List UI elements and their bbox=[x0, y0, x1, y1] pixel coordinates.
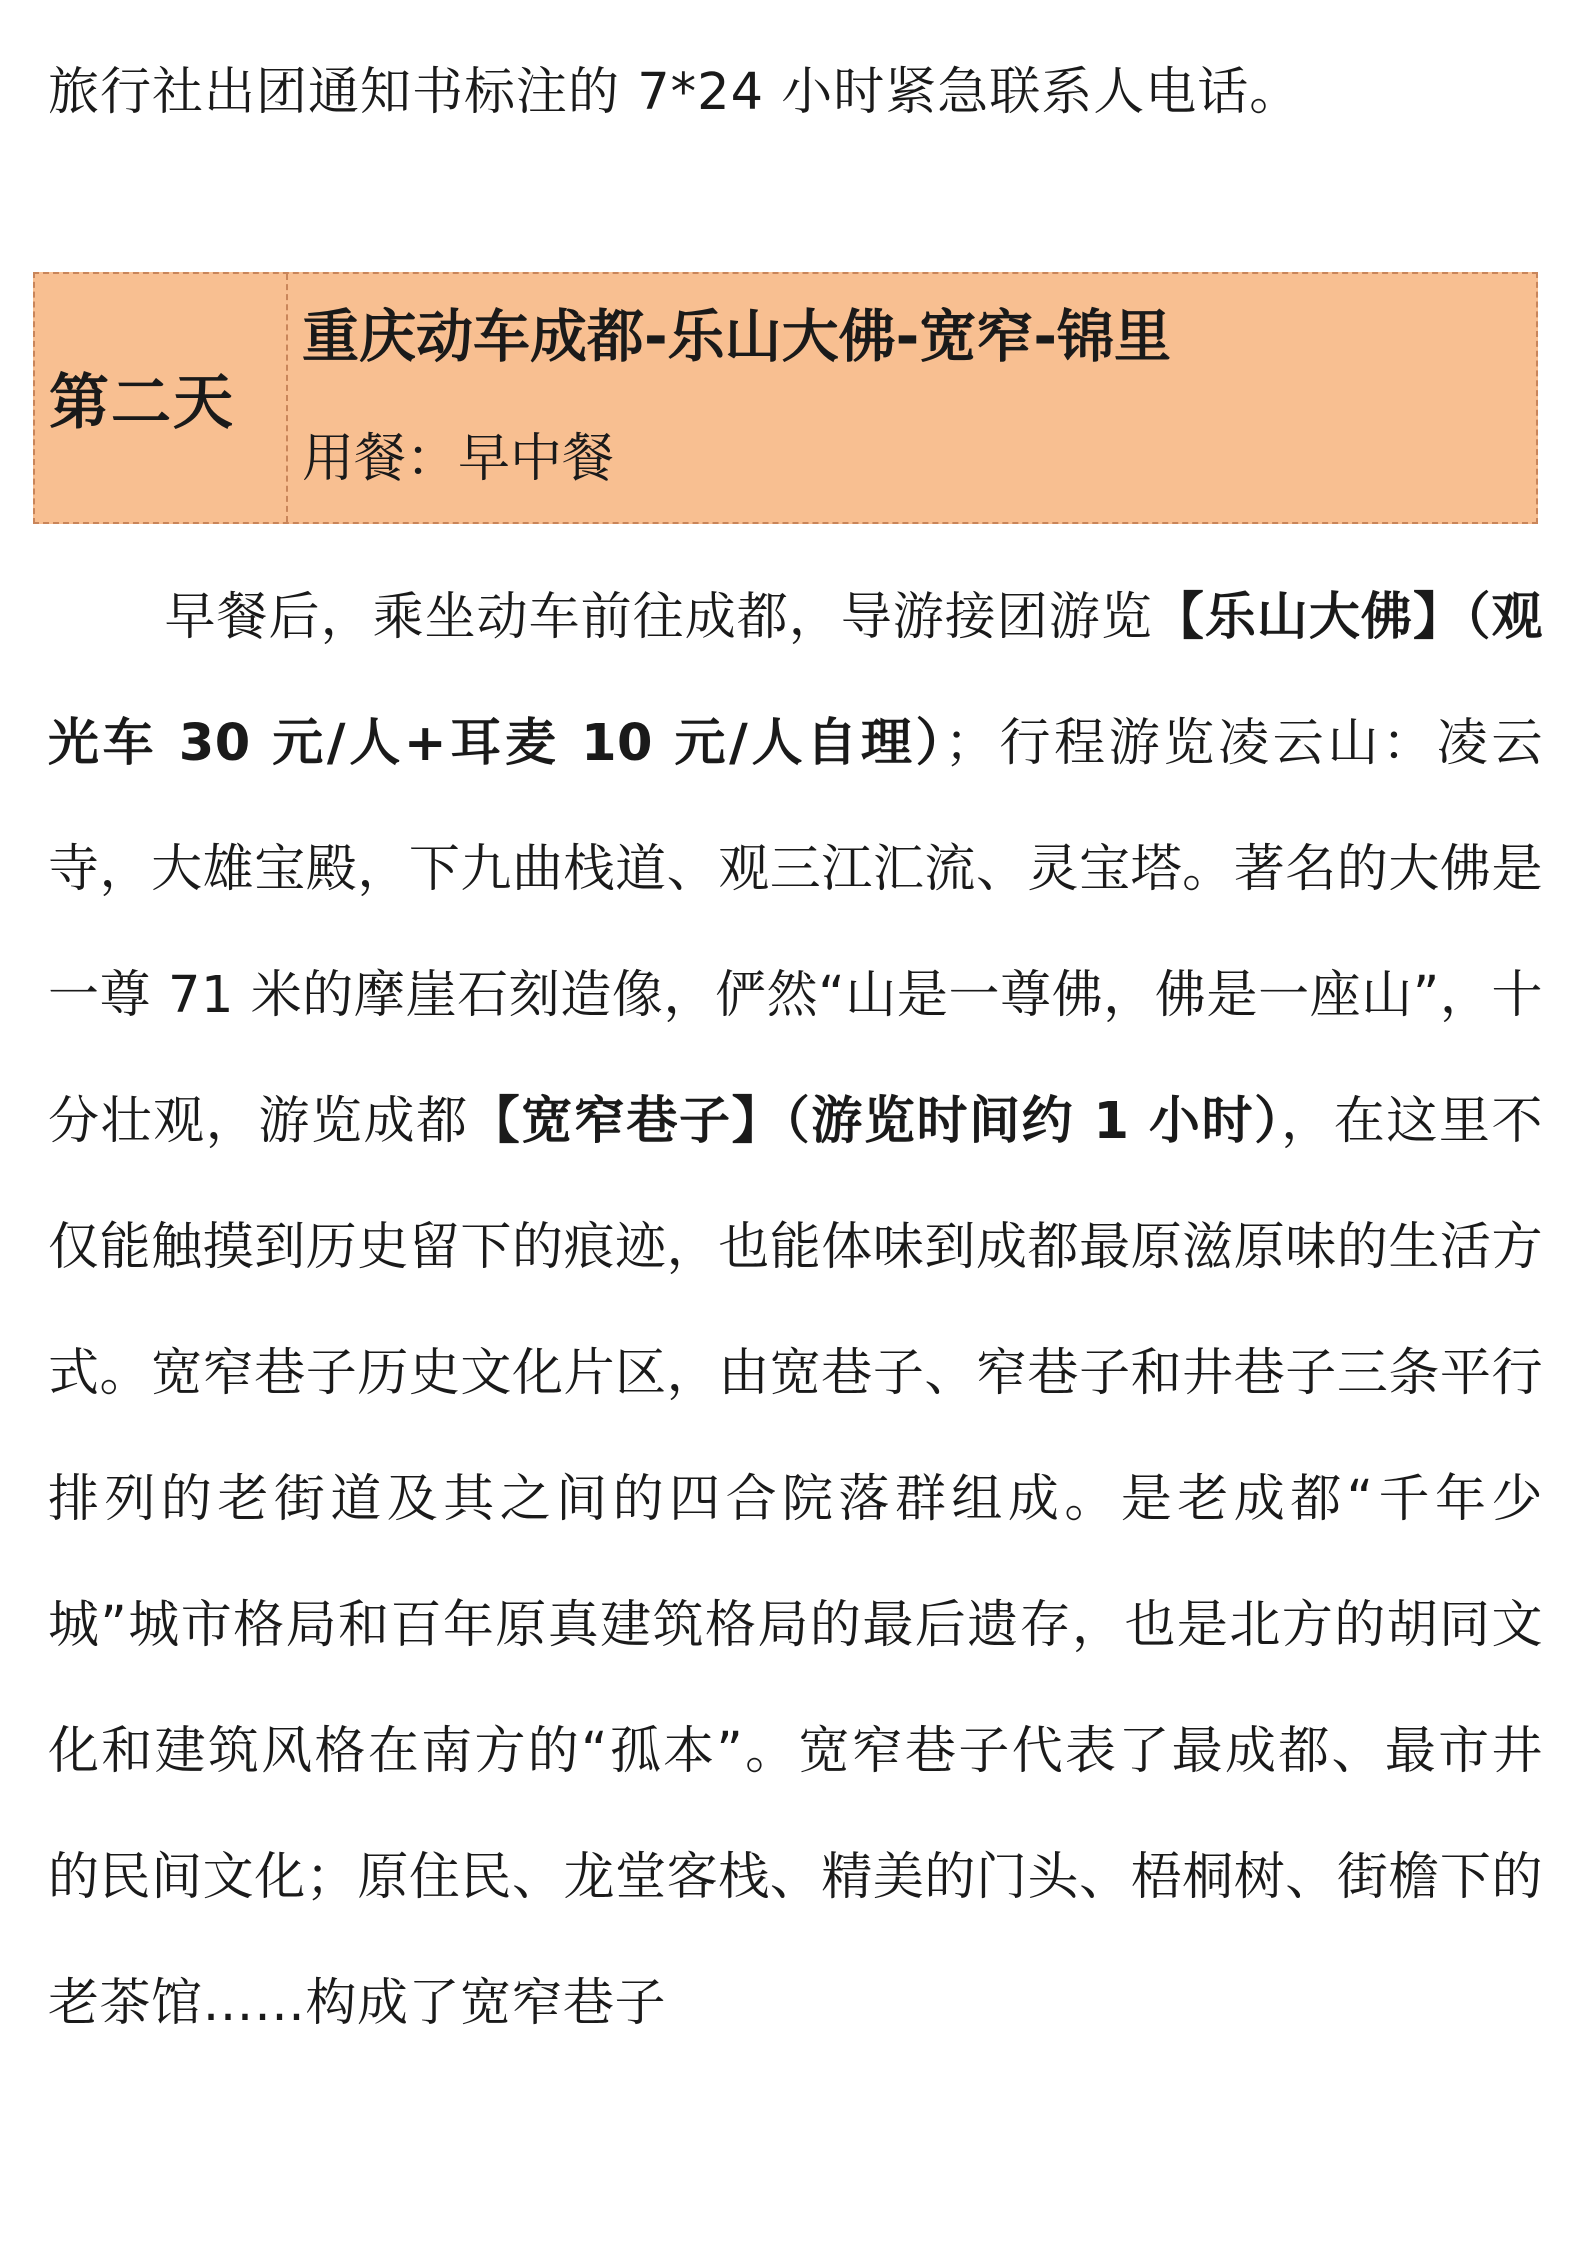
day-label-cell bbox=[35, 274, 288, 522]
intro-text: 旅行社出团通知书标注的 7*24 小时紧急联系人电话。 bbox=[48, 63, 1302, 122]
itinerary-text-2: ；行程游览凌云山：凌云寺，大雄宝殿，下九曲栈道、观三江汇流、灵宝塔。著名的大佛是一尊 71 米的摩崖石刻造像，俨然“山是一尊佛，佛是一座山”，十分壮观，游览成都 bbox=[48, 714, 1543, 1151]
itinerary-text-1: 早餐后，乘坐动车前往成都，导游接团游览 bbox=[164, 588, 1153, 647]
day-label: 第二天 bbox=[49, 368, 235, 438]
day-route-title: 重庆动车成都-乐山大佛-宽窄-锦里 bbox=[302, 304, 1171, 370]
day-meals: 用餐：早中餐 bbox=[302, 429, 615, 489]
itinerary-text-3: ，在这里不仅能触摸到历史留下的痕迹，也能体味到成都最原滋原味的生活方式。宽窄巷子历史文化片区，由宽巷子、窄巷子和井巷子三条平行排列的老街道及其之间的四合院落群组成。是老成都“千年少城”城市格局和百年原真建筑格局的最后遗存，也是北方的胡同文化和建筑风格在南方的“孤本”。宽窄巷子代表了最成都、最市井的民间文化；原住民、龙堂客栈、精美的门头、梧桐树、街檐下的老茶馆……构成了宽窄巷子 bbox=[48, 1092, 1543, 2033]
itinerary-paragraph bbox=[48, 555, 1543, 2067]
day-info-cell bbox=[288, 274, 1536, 522]
itinerary-kuanzhai-highlight: 【宽窄巷子】（游览时间约 1 小时） bbox=[468, 1092, 1282, 1151]
itinerary-leshan-highlight: 【乐山大佛】（观光车 30 元/人+耳麦 10 元/人自理） bbox=[48, 588, 1543, 773]
day-header-table bbox=[33, 272, 1538, 524]
